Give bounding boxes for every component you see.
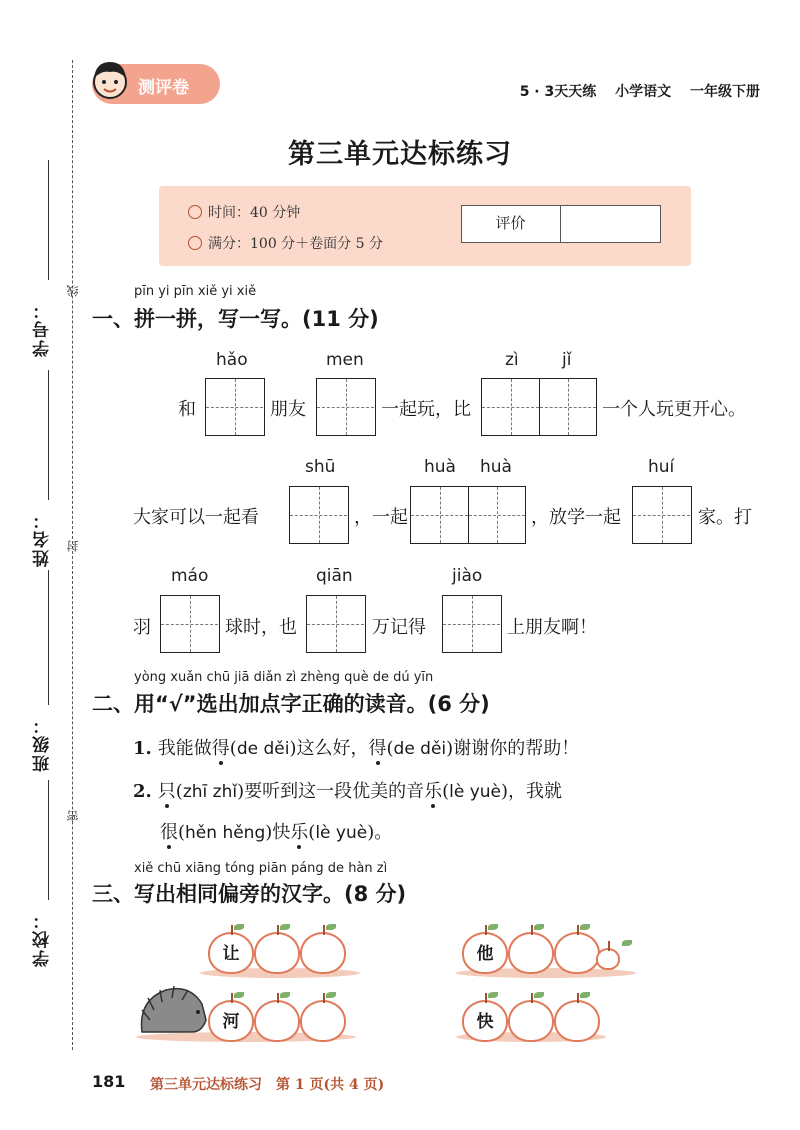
pinyin-jiao: jiào bbox=[452, 566, 483, 586]
header-subject: 小学语文 bbox=[615, 84, 672, 100]
q1-dotted-char-2: 得 bbox=[368, 738, 387, 759]
q1-options-1[interactable]: de děi bbox=[236, 739, 290, 759]
apple-answer-box[interactable] bbox=[300, 932, 346, 974]
section1-heading: 一、拼一拼，写一写。(11 分) bbox=[92, 307, 379, 331]
small-apple-icon bbox=[596, 948, 620, 970]
apple-answer-box[interactable] bbox=[554, 1000, 600, 1042]
q1-dotted-char-1: 得 bbox=[211, 738, 230, 759]
header-series bbox=[506, 81, 760, 101]
section3-pinyin: xiě chū xiāng tóng piān páng de hàn zì bbox=[134, 861, 388, 876]
write-box-mao[interactable] bbox=[160, 595, 220, 653]
row3-text-3: 万记得 bbox=[372, 617, 426, 638]
check-circle-icon bbox=[188, 236, 202, 250]
q2-dotted-char-3: 很 bbox=[160, 822, 178, 843]
apple-answer-box[interactable] bbox=[508, 1000, 554, 1042]
write-box-jiao[interactable] bbox=[442, 595, 502, 653]
section1-pinyin: pīn yi pīn xiě yi xiě bbox=[134, 284, 257, 299]
score-text: 满分：100 分＋卷面分 5 分 bbox=[208, 236, 383, 252]
apple-answer-box[interactable] bbox=[300, 1000, 346, 1042]
header-brand: 5 · 3天天练 bbox=[519, 84, 597, 100]
question-2-1 bbox=[133, 734, 579, 760]
label-student-number: 学号： bbox=[33, 300, 53, 357]
evaluation-label: 评价 bbox=[461, 205, 561, 243]
row2-text-1: 大家可以一起看 bbox=[133, 507, 259, 528]
pinyin-hao: hǎo bbox=[216, 350, 248, 370]
q2-options-4[interactable]: lè yuè bbox=[315, 823, 368, 843]
q2-text-f: )快 bbox=[265, 822, 291, 843]
q2-dotted-char-1: 只 bbox=[157, 781, 176, 802]
write-box-shu[interactable] bbox=[289, 486, 349, 544]
page-title: 第三单元达标练习 bbox=[288, 139, 512, 170]
clock-icon bbox=[188, 205, 202, 219]
row3-text-4: 上朋友啊！ bbox=[507, 617, 597, 638]
q2-text-h: )。 bbox=[367, 822, 393, 843]
pinyin-qian: qiān bbox=[316, 566, 353, 586]
pinyin-men: men bbox=[326, 350, 364, 370]
row1-text-1: 和 bbox=[178, 399, 196, 420]
pinyin-zi: zì bbox=[505, 350, 519, 370]
footer-info bbox=[150, 1074, 398, 1094]
pinyin-hui: huí bbox=[648, 457, 675, 477]
write-box-hui[interactable] bbox=[632, 486, 692, 544]
q1-text-c: )这么好， bbox=[289, 738, 369, 759]
q2-text-d: )，我就 bbox=[501, 781, 563, 802]
write-box-huahua[interactable] bbox=[410, 486, 526, 544]
score-row bbox=[188, 233, 383, 253]
section2-heading: 二、用“√”选出加点字正确的读音。(6 分) bbox=[92, 692, 490, 716]
section3-heading: 三、写出相同偏旁的汉字。(8 分) bbox=[92, 882, 407, 906]
question-2-2 bbox=[133, 777, 562, 803]
row1-text-2: 朋友 bbox=[270, 399, 306, 420]
pinyin-hua-1: huà bbox=[424, 457, 456, 477]
row3-text-1: 羽 bbox=[133, 617, 151, 638]
line-student-number[interactable] bbox=[48, 160, 49, 280]
q2-paren-open-2: ( bbox=[442, 781, 450, 802]
q2-paren-open-1: ( bbox=[175, 781, 183, 802]
apple-given-char: 他 bbox=[462, 932, 508, 974]
q1-text-a: 我能做 bbox=[157, 738, 212, 759]
bind-mark-mi: 密 bbox=[66, 810, 80, 822]
apple-given-char: 让 bbox=[208, 932, 254, 974]
q1-paren-open-2: ( bbox=[386, 738, 394, 759]
q1-text-e: )谢谢你的帮助！ bbox=[446, 738, 580, 759]
pinyin-shu: shū bbox=[305, 457, 336, 477]
q1-options-2[interactable]: de děi bbox=[393, 739, 447, 759]
row1-text-3: 一起玩，比 bbox=[381, 399, 471, 420]
row2-text-3: ，放学一起 bbox=[531, 507, 621, 528]
bind-mark-xian: 线 bbox=[66, 285, 80, 297]
apple-given-char: 河 bbox=[208, 1000, 254, 1042]
line-name[interactable] bbox=[48, 370, 49, 500]
q2-options-1[interactable]: zhī zhǐ bbox=[182, 782, 238, 802]
badge-label: 测评卷 bbox=[138, 78, 189, 98]
hedgehog-icon bbox=[132, 980, 212, 1040]
write-box-hao[interactable] bbox=[205, 378, 265, 436]
time-text: 时间：40 分钟 bbox=[208, 205, 301, 221]
apple-given-char: 快 bbox=[462, 1000, 508, 1042]
bind-mark-feng: 封 bbox=[66, 540, 80, 552]
row2-text-4: 家。打 bbox=[698, 507, 752, 528]
q2-paren-open-4: ( bbox=[308, 822, 316, 843]
q1-number: 1. bbox=[133, 738, 152, 759]
row3-text-2: 球时，也 bbox=[225, 617, 297, 638]
pinyin-mao: máo bbox=[171, 566, 209, 586]
q2-dotted-char-2: 乐 bbox=[424, 781, 443, 802]
footer-page: 第 1 页(共 4 页) bbox=[276, 1077, 385, 1093]
q2-number: 2. bbox=[133, 781, 152, 802]
label-class: 班级： bbox=[33, 715, 53, 772]
apple-answer-box[interactable] bbox=[508, 932, 554, 974]
header-grade: 一年级下册 bbox=[690, 84, 760, 100]
label-school: 学校： bbox=[33, 910, 53, 967]
q2-dotted-char-4: 乐 bbox=[290, 822, 309, 843]
q2-paren-open-3: ( bbox=[178, 822, 186, 843]
pinyin-ji: jǐ bbox=[562, 350, 572, 370]
section2-pinyin: yòng xuǎn chū jiā diǎn zì zhèng què de dú yīn bbox=[134, 670, 434, 685]
time-row bbox=[188, 202, 300, 222]
binding-dashed-line bbox=[72, 60, 73, 1050]
q2-text-b: )要听到这一段优美的音 bbox=[237, 781, 425, 802]
write-box-qian[interactable] bbox=[306, 595, 366, 653]
row1-text-4: 一个人玩更开心。 bbox=[602, 399, 746, 420]
page-number: 181 bbox=[92, 1072, 126, 1091]
line-class[interactable] bbox=[48, 570, 49, 705]
apple-answer-box[interactable] bbox=[254, 1000, 300, 1042]
write-box-men[interactable] bbox=[316, 378, 376, 436]
footer-unit: 第三单元达标练习 bbox=[150, 1077, 262, 1093]
apple-answer-box[interactable] bbox=[254, 932, 300, 974]
label-name: 姓名： bbox=[33, 510, 53, 567]
q2-options-2[interactable]: lè yuè bbox=[449, 782, 502, 802]
boy-mascot-icon bbox=[88, 56, 132, 104]
q1-paren-open-1: ( bbox=[229, 738, 237, 759]
row2-text-2: ，一起 bbox=[354, 507, 408, 528]
line-school[interactable] bbox=[48, 780, 49, 900]
write-box-ziji[interactable] bbox=[481, 378, 597, 436]
q2-options-3[interactable]: hěn hěng bbox=[185, 823, 266, 843]
apple-answer-box[interactable] bbox=[554, 932, 600, 974]
question-2-2-cont bbox=[160, 818, 392, 844]
pinyin-hua-2: huà bbox=[480, 457, 512, 477]
